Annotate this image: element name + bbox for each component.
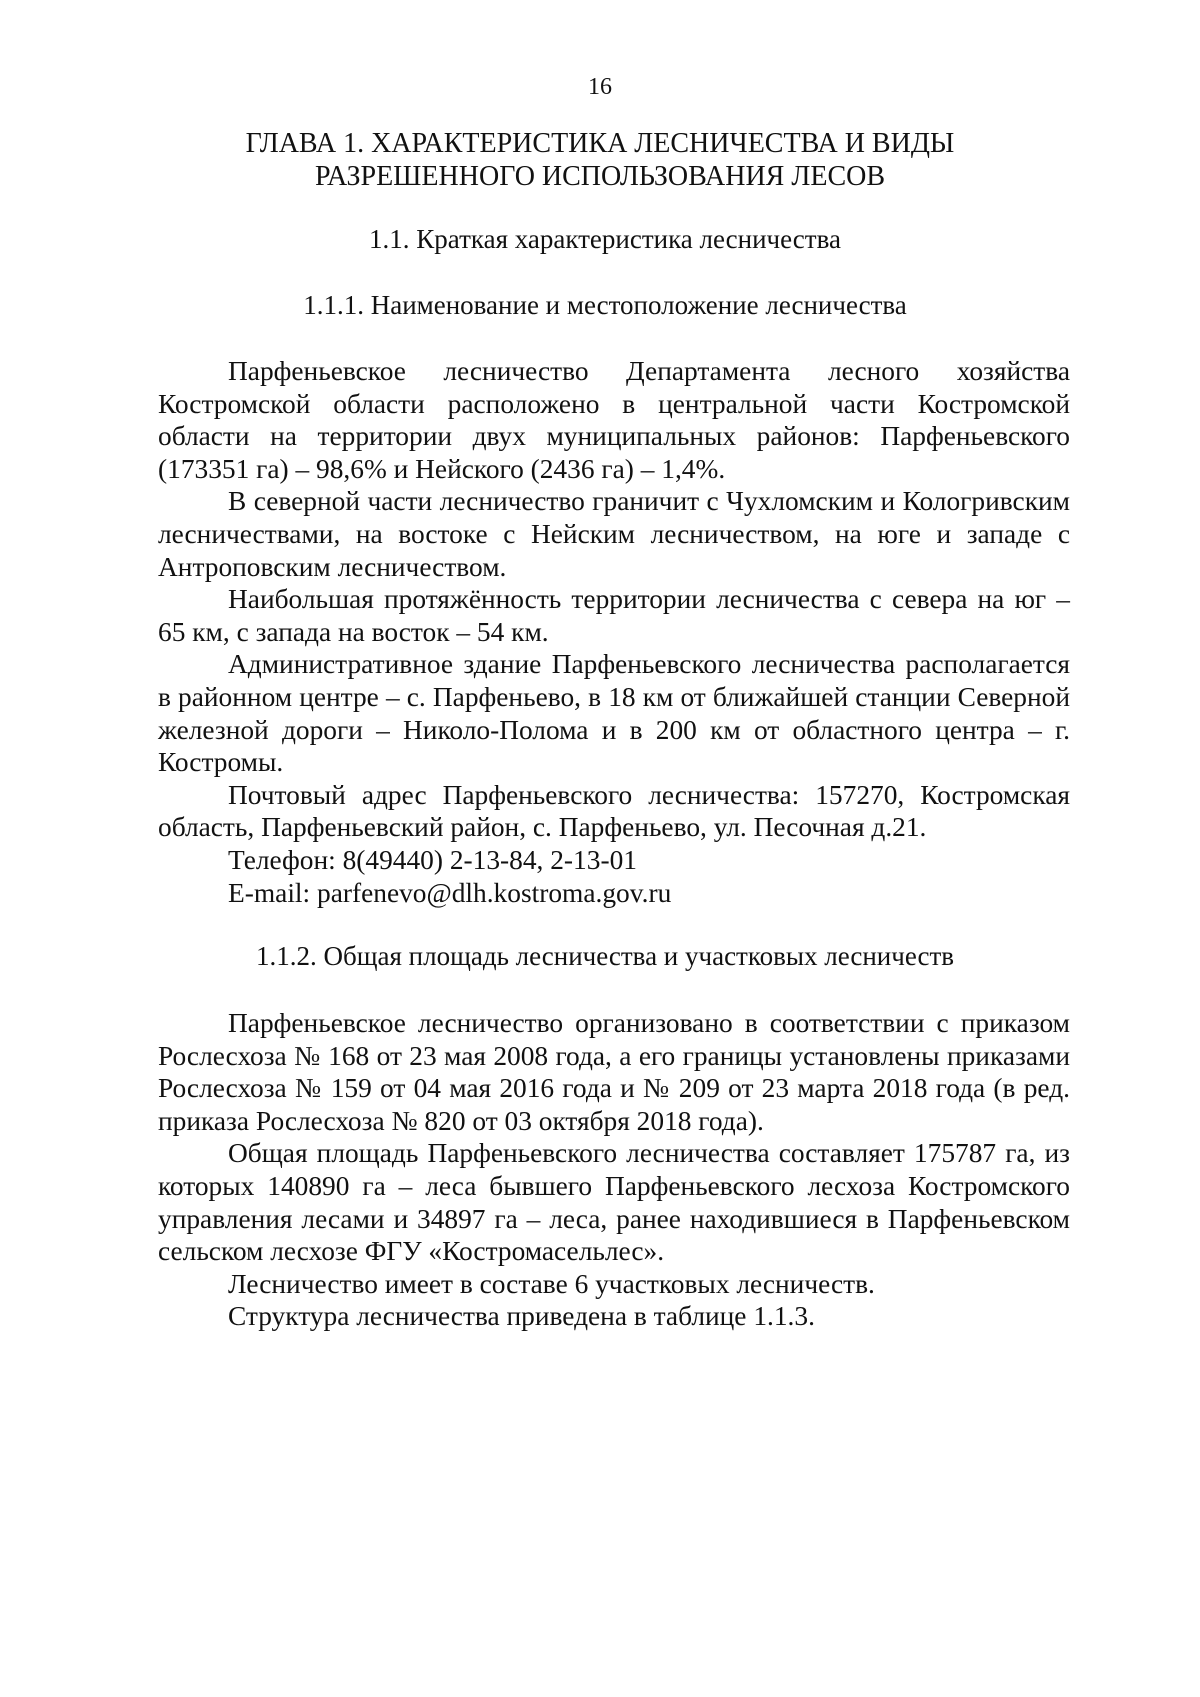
page-number: 16 — [588, 74, 612, 100]
chapter-title-line-1: ГЛАВА 1. ХАРАКТЕРИСТИКА ЛЕСНИЧЕСТВА И ВИДЫ — [245, 128, 955, 159]
paragraph-composition: Лесничество имеет в составе 6 участковых лесничеств. — [228, 1268, 875, 1299]
chapter-title — [160, 127, 1040, 193]
paragraph-extent: Наибольшая протяжённость территории лесничества с севера на юг – 65 км, с запада на восток – 54 км. — [158, 584, 1070, 647]
chapter-title-line-2: РАЗРЕШЕННОГО ИСПОЛЬЗОВАНИЯ ЛЕСОВ — [314, 161, 886, 192]
paragraph-borders: В северной части лесничество граничит с Чухломским и Кологривским лесничествами, на востоке с Нейским лесничеством, на юге и западе с Антроповским лесничеством. — [158, 486, 1070, 582]
section-heading-1-1-1: 1.1.1. Наименование и местоположение лесничества — [303, 290, 907, 320]
section-heading-1-1-2: 1.1.2. Общая площадь лесничества и участковых лесничеств — [255, 941, 955, 971]
paragraph-establishment: Парфеньевское лесничество организовано в соответствии с приказом Рослесхоза № 168 от 23 мая 2008 года, а его границы установлены приказами Рослесхоза № 159 от 04 мая 2016 года и № 209 от 23 марта 2018 года (в ред. приказа Рослесхоза № 820 от 03 октября 2018 года). — [158, 1008, 1070, 1136]
paragraph-email: E-mail: parfenevo@dlh.kostroma.gov.ru — [228, 877, 672, 908]
section-1-1-2-body — [158, 1007, 1070, 1333]
section-1-1-1-body — [158, 355, 1070, 909]
paragraph-phone: Телефон: 8(49440) 2-13-84, 2-13-01 — [228, 844, 637, 875]
paragraph-structure-ref: Структура лесничества приведена в таблице 1.1.3. — [228, 1301, 815, 1332]
section-heading-1-1: 1.1. Краткая характеристика лесничества — [369, 224, 841, 254]
paragraph-location: Парфеньевское лесничество Департамента лесного хозяйства Костромской области расположено в центральной части Костромской области на территории двух муниципальных районов: Парфеньевского (173351 га) – 98,6% и Нейского (2436 га) – 1,4%. — [158, 356, 1070, 484]
paragraph-postal-address: Почтовый адрес Парфеньевского лесничества: 157270, Костромская область, Парфеньевский район, с. Парфеньево, ул. Песочная д.21. — [158, 779, 1070, 843]
paragraph-admin-building: Административное здание Парфеньевского лесничества располагается в районном центре – с. Парфеньево, в 18 км от ближайшей станции Северной железной дороги – Николо-Полома и в 200 км от областного центра – г. Костромы. — [158, 649, 1070, 778]
paragraph-total-area: Общая площадь Парфеньевского лесничества составляет 175787 га, из которых 140890 га – леса бывшего Парфеньевского лесхоза Костромского управления лесами и 34897 га – леса, ранее находившиеся в Парфеньевском сельском лесхозе ФГУ «Костромасельлес». — [158, 1138, 1070, 1267]
